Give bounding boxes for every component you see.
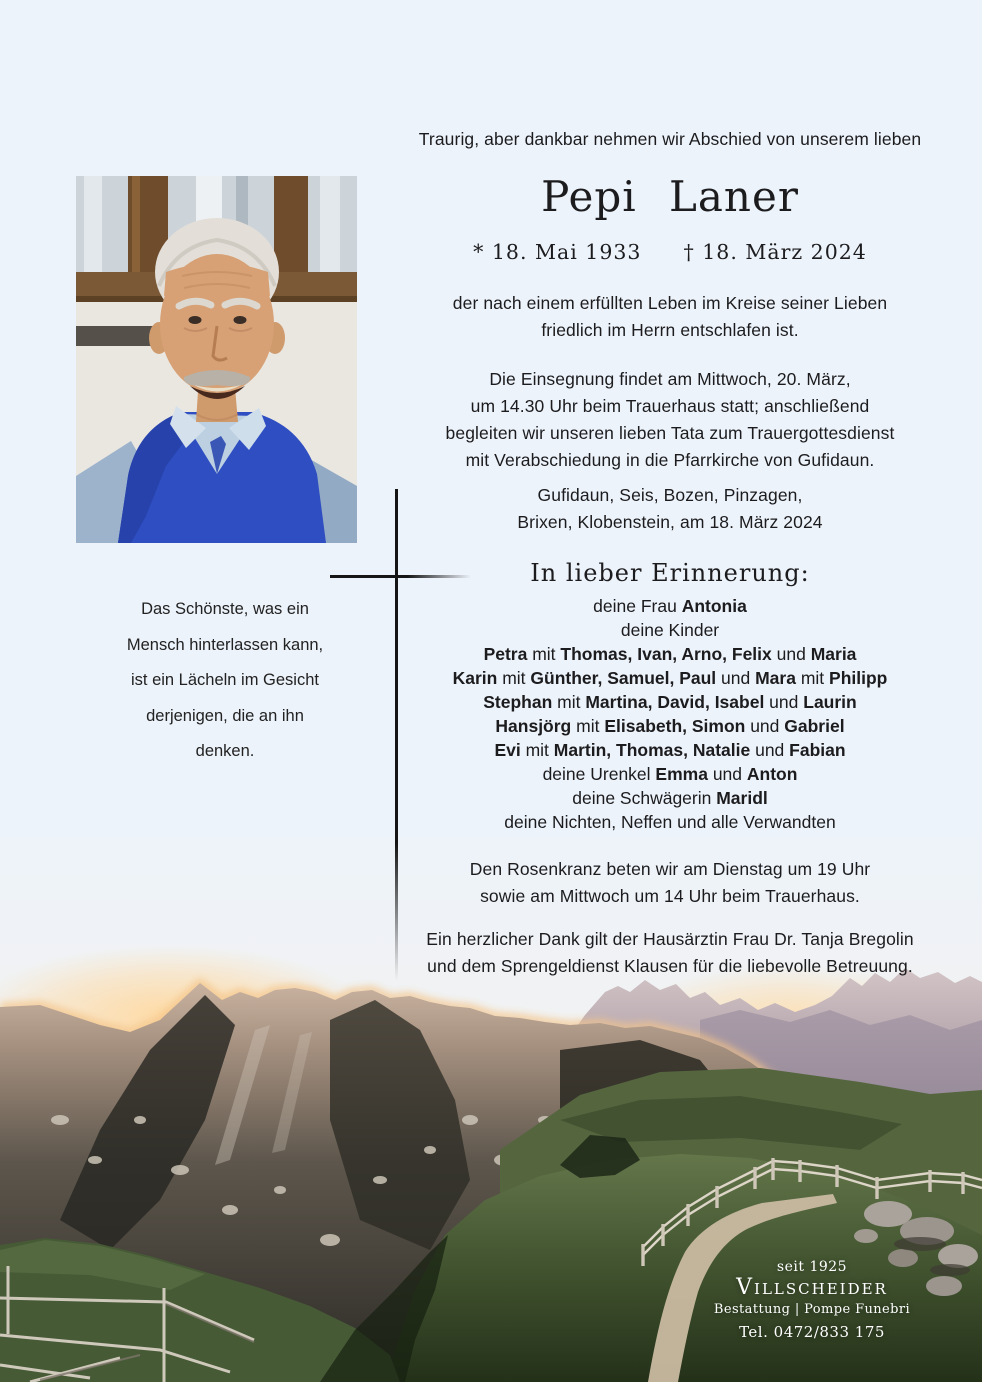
deceased-name: Pepi Laner xyxy=(541,172,799,221)
text-line: begleiten wir unseren lieben Tata zum Trauergottesdienst xyxy=(445,423,895,443)
quote-line: ist ein Lächeln im Gesicht xyxy=(130,671,319,689)
birth-date: * 18. Mai 1933 xyxy=(473,240,642,264)
life-dates xyxy=(340,240,982,264)
places-paragraph xyxy=(340,482,982,536)
children-intro: deine Kinder xyxy=(620,620,720,640)
text-line: Gufidaun, Seis, Bozen, Pinzagen, xyxy=(537,485,803,505)
text-line: Brixen, Klobenstein, am 18. März 2024 xyxy=(517,512,823,532)
text-line: Den Rosenkranz beten wir am Dienstag um 19 Uhr xyxy=(469,859,871,879)
text-line: und dem Sprengeldienst Klausen für die liebevolle Betreuung. xyxy=(427,956,913,976)
quote-line: Mensch hinterlassen kann, xyxy=(126,635,324,654)
family-line: deine Schwägerin Maridl xyxy=(572,788,768,808)
text-line: mit Verabschiedung in die Pfarrkirche von Gufidaun. xyxy=(465,450,875,470)
memorial-quote xyxy=(92,592,358,770)
family-line: Evi mit Martin, Thomas, Natalie und Fabian xyxy=(494,740,846,760)
family-line: deine Nichten, Neffen und alle Verwandten xyxy=(504,812,836,832)
quote-line: Das Schönste, was ein xyxy=(141,600,309,618)
text-line: der nach einem erfüllten Leben im Kreise seiner Lieben xyxy=(452,293,888,313)
memorial-heading: In lieber Erinnerung: xyxy=(530,559,810,587)
family-line: deine Urenkel Emma und Anton xyxy=(542,764,798,784)
thanks-paragraph xyxy=(340,926,982,980)
service-paragraph xyxy=(340,366,982,474)
intro-line: Traurig, aber dankbar nehmen wir Abschied von unserem lieben xyxy=(418,129,922,149)
portrait-photo xyxy=(76,176,357,543)
funeral-home-since: seit 1925 xyxy=(776,1259,848,1275)
funeral-home-logo xyxy=(700,1259,924,1341)
text-line: friedlich im Herrn entschlafen ist. xyxy=(541,320,799,340)
quote-line: derjenigen, die an ihn xyxy=(146,706,304,725)
family-list xyxy=(340,642,982,834)
death-date: † 18. März 2024 xyxy=(683,240,867,264)
funeral-home-phone: Tel. 0472/833 175 xyxy=(739,1323,885,1341)
text-line: Ein herzlicher Dank gilt der Hausärztin Frau Dr. Tanja Bregolin xyxy=(426,929,914,949)
passing-paragraph xyxy=(340,290,982,344)
family-line: Karin mit Günther, Samuel, Paul und Mara mit Philipp xyxy=(452,668,888,688)
funeral-home-name: Villscheider xyxy=(736,1275,888,1300)
rosary-paragraph xyxy=(340,856,982,910)
text-line: um 14.30 Uhr beim Trauerhaus statt; anschließend xyxy=(470,396,870,416)
family-line: Petra mit Thomas, Ivan, Arno, Felix und Maria xyxy=(483,644,857,664)
family-line: Hansjörg mit Elisabeth, Simon und Gabriel xyxy=(495,716,845,736)
wife-line: deine Frau Antonia xyxy=(593,596,747,616)
quote-line: denken. xyxy=(195,742,255,760)
family-line: Stephan mit Martina, David, Isabel und Laurin xyxy=(483,692,857,712)
text-line: Die Einsegnung findet am Mittwoch, 20. März, xyxy=(489,369,851,389)
funeral-home-services: Bestattung | Pompe Funebri xyxy=(713,1302,911,1317)
text-line: sowie am Mittwoch um 14 Uhr beim Trauerhaus. xyxy=(480,886,860,906)
